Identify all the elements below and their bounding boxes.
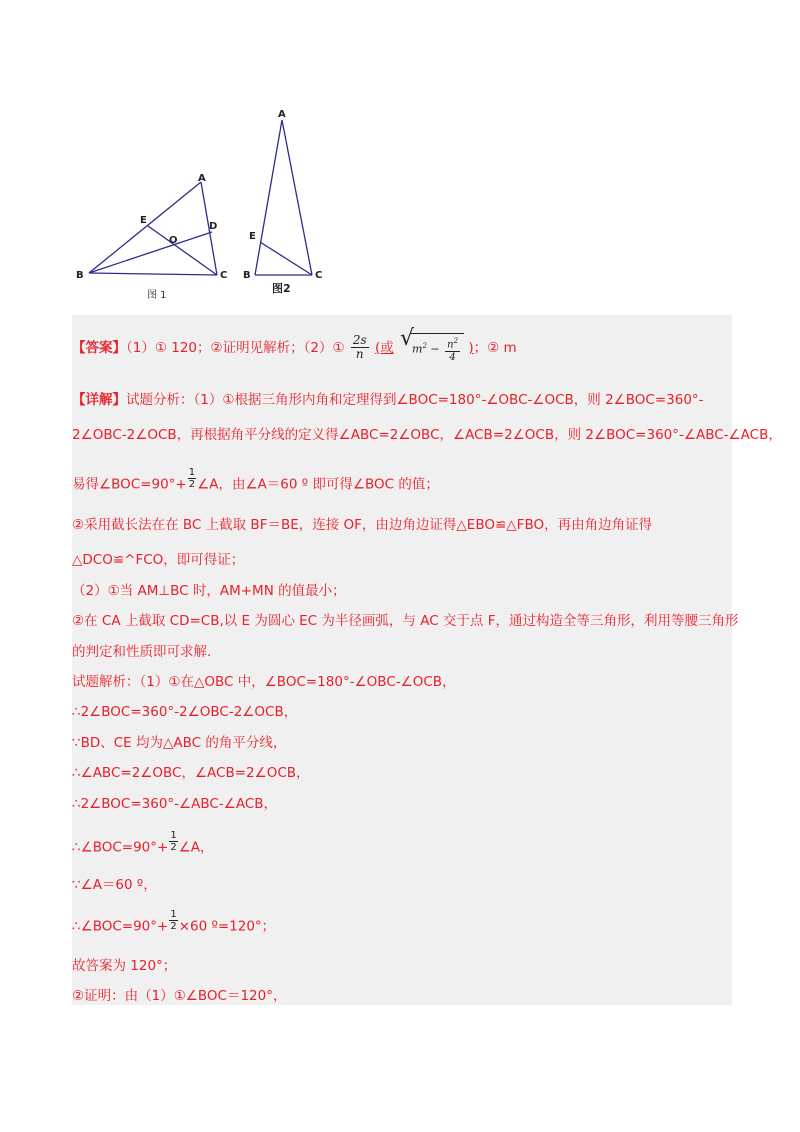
answer-sqrt bbox=[400, 326, 464, 363]
solution-line-1: 试题解析：（1）①在△OBC 中，∠BOC=180°-∠OBC-∠OCB， bbox=[72, 674, 456, 690]
detail-frac-den: 2 bbox=[188, 479, 196, 490]
figures-svg bbox=[60, 95, 360, 310]
solution-fraction-2 bbox=[169, 909, 177, 932]
fig1-label-e: E bbox=[140, 215, 147, 226]
sqrt-n-sup: 2 bbox=[453, 337, 459, 346]
fig2-label-a: A bbox=[278, 109, 286, 120]
solution-line-3: ∵BD、CE 均为△ABC 的角平分线， bbox=[72, 735, 287, 751]
answer-frac-num: 2s bbox=[352, 333, 367, 348]
solution-text-6a: ∴∠BOC=90°+ bbox=[72, 839, 169, 856]
sqrt-radical-icon: √ bbox=[400, 326, 415, 351]
fig1-label-o: O bbox=[169, 235, 178, 246]
detail-text-3a: 易得∠BOC=90°+ bbox=[72, 476, 187, 493]
fig1-label-c: C bbox=[220, 270, 228, 281]
answer-or-close: ) bbox=[468, 339, 474, 356]
fig1-label-d: D bbox=[209, 221, 218, 232]
answer-fraction bbox=[351, 334, 369, 361]
detail-frac-num: 1 bbox=[188, 467, 196, 478]
detail-text-3b: ∠A，由∠A＝60 º 即可得∠BOC 的值； bbox=[197, 476, 439, 493]
solution-line-7: ∵∠A＝60 º， bbox=[72, 877, 157, 893]
solution-frac1-den: 2 bbox=[170, 842, 177, 853]
sqrt-minus: − bbox=[430, 342, 440, 356]
solution-frac2-den: 2 bbox=[170, 921, 177, 932]
fig1-bisector-bd bbox=[89, 232, 212, 273]
detail-line-1 bbox=[72, 390, 704, 410]
geometry-figures bbox=[60, 95, 360, 310]
fig1-side-ab bbox=[89, 182, 201, 273]
sqrt-den: 4 bbox=[449, 351, 456, 363]
fig2-label-e: E bbox=[249, 231, 256, 242]
answer-tag: 【答案】 bbox=[72, 339, 126, 356]
solution-fraction-1 bbox=[169, 830, 177, 853]
answer-part2: ；② m bbox=[473, 339, 517, 356]
solution-text-8a: ∴∠BOC=90°+ bbox=[72, 918, 169, 935]
solution-line-9: 故答案为 120°； bbox=[72, 958, 177, 974]
answer-section bbox=[72, 315, 782, 1005]
solution-line-6 bbox=[72, 830, 214, 859]
figure-2 bbox=[255, 120, 312, 275]
fig1-caption: 图 1 bbox=[147, 290, 167, 301]
detail-tag: 【详解】 bbox=[72, 392, 126, 408]
solution-line-8 bbox=[72, 909, 276, 938]
detail-line-4: ②采用截长法在在 BC 上截取 BF＝BE，连接 OF，由边角边证得△EBO≌△FBO，再由角边角证得 bbox=[72, 517, 653, 533]
fig2-segment-ec bbox=[260, 242, 312, 275]
detail-line-3 bbox=[72, 467, 439, 496]
detail-line-5: △DCO≌^FCO，即可得证； bbox=[72, 552, 245, 568]
sqrt-m: m bbox=[412, 342, 423, 356]
answer-or-open: (或 bbox=[374, 339, 394, 356]
fig2-side-ab bbox=[255, 120, 282, 275]
solution-text-6b: ∠A， bbox=[178, 839, 214, 856]
fig1-label-a: A bbox=[198, 173, 206, 184]
fig1-side-bc bbox=[89, 273, 217, 275]
detail-line-8: 的判定和性质即可求解. bbox=[72, 644, 212, 660]
sqrt-n: n bbox=[447, 339, 454, 351]
fig2-caption: 图2 bbox=[272, 282, 291, 295]
fig2-label-b: B bbox=[243, 270, 251, 281]
detail-fraction bbox=[188, 467, 196, 490]
detail-line-7: ②在 CA 上截取 CD=CB,以 E 为圆心 EC 为半径画弧，与 AC 交于点 F，通过构造全等三角形，利用等腰三角形 bbox=[72, 613, 739, 629]
fig2-label-c: C bbox=[315, 270, 323, 281]
figure-1 bbox=[89, 182, 217, 275]
solution-text-8b: ×60 º=120°； bbox=[178, 918, 276, 935]
detail-text-1: 试题分析：（1）①根据三角形内角和定理得到∠BOC=180°-∠OBC-∠OCB，则 2∠BOC=360°- bbox=[126, 392, 704, 408]
detail-line-2: 2∠OBC-2∠OCB，再根据角平分线的定义得∠ABC=2∠OBC，∠ACB=2∠OCB，则 2∠BOC=360°-∠ABC-∠ACB， bbox=[72, 427, 782, 443]
detail-line-6: （2）①当 AM⊥BC 时，AM+MN 的值最小； bbox=[72, 583, 346, 599]
sqrt-m-sup: 2 bbox=[422, 342, 427, 350]
answer-part1: （1）① 120；②证明见解析；（2）① bbox=[126, 339, 345, 356]
solution-line-5: ∴2∠BOC=360°-∠ABC-∠ACB， bbox=[72, 796, 278, 812]
solution-line-2: ∴2∠BOC=360°-2∠OBC-2∠OCB， bbox=[72, 704, 298, 720]
fig2-side-ac bbox=[282, 120, 312, 275]
fig1-label-b: B bbox=[76, 270, 84, 281]
solution-line-10: ②证明：由（1）①∠BOC＝120°， bbox=[72, 988, 287, 1004]
answer-line bbox=[72, 326, 517, 363]
solution-frac2-num: 1 bbox=[170, 909, 177, 920]
solution-line-4: ∴∠ABC=2∠OBC，∠ACB=2∠OCB， bbox=[72, 765, 310, 781]
solution-frac1-num: 1 bbox=[170, 830, 177, 841]
answer-frac-den: n bbox=[355, 347, 364, 362]
